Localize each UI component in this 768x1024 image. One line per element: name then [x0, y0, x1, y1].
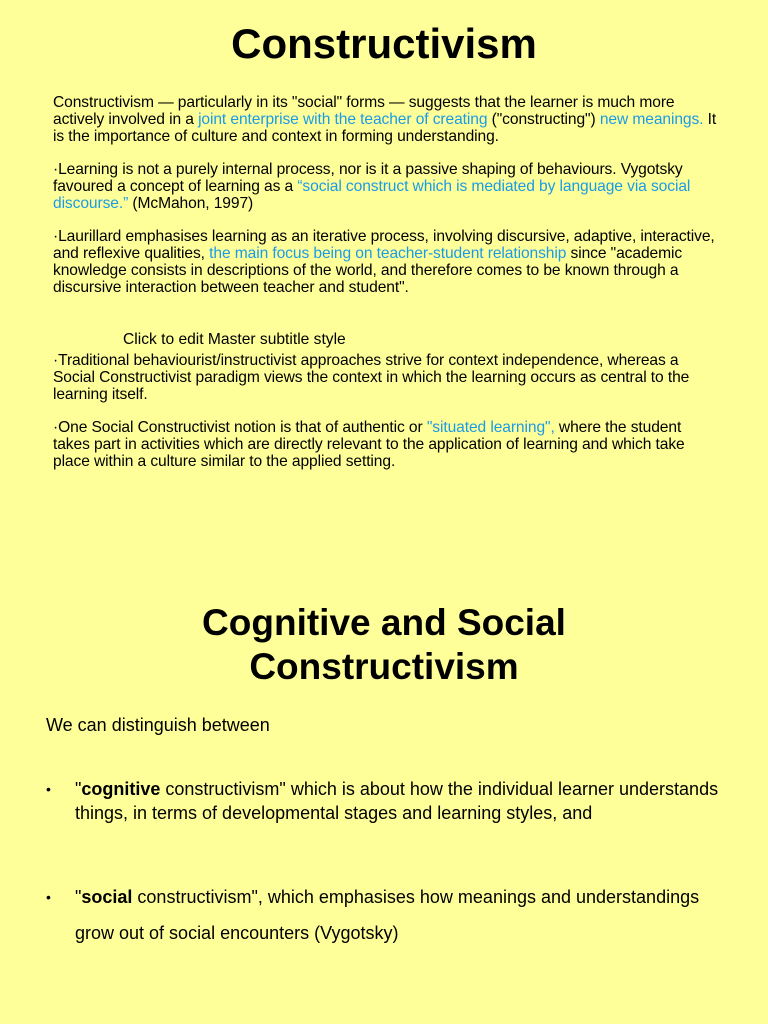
bold-term: cognitive: [81, 779, 161, 799]
bullet-dot: •: [46, 889, 51, 905]
text-run: ": [75, 887, 82, 907]
paragraph-situated: [53, 419, 718, 470]
slide-body-lower: [53, 352, 718, 486]
text-run: ": [75, 779, 82, 799]
text-run: Constructivism — particularly in its "social" forms — suggests that the learner is much more actively involved in a: [53, 94, 675, 128]
highlight-new-meanings: new meanings.: [599, 111, 704, 128]
title-line: Cognitive and Social: [202, 602, 566, 643]
title-line: Constructivism: [249, 646, 519, 687]
bullet-dot: •: [46, 781, 51, 797]
bullet-text: [75, 879, 735, 951]
highlight-social-construct: “social construct which is mediated by language via social discourse.”: [53, 178, 691, 212]
text-run: ·One Social Constructivist notion is that of authentic or: [53, 419, 427, 436]
text-run: ·Laurillard emphasises learning as an iterative process, involving discursive, adaptive, interactive, and reflexive qualities,: [53, 228, 715, 262]
subtitle-placeholder[interactable]: Click to edit Master subtitle style: [123, 331, 346, 348]
text-run: (McMahon, 1997): [128, 195, 254, 212]
slide-title: Constructivism: [231, 20, 537, 67]
paragraph-vygotsky: [53, 161, 718, 212]
paragraph-intro: [53, 94, 718, 145]
text-run: constructivism" which is about how the individual learner understands things, in terms of developmental stages and learning styles, and: [75, 779, 719, 823]
paragraph-behaviourist: ·Traditional behaviourist/instructivist approaches strive for context independence, whereas a Social Constructivist paradigm views the context in which the learning occurs as central to the learning itself.: [53, 352, 690, 403]
bold-term: social: [81, 887, 133, 907]
highlight-situated-learning: "situated learning",: [426, 419, 555, 436]
highlight-joint-enterprise: joint enterprise with the teacher of creating: [198, 111, 488, 128]
text-run: since "academic knowledge consists in descriptions of the world, and therefore comes to be known through a discursive interaction between teacher and student".: [53, 245, 683, 296]
bullet-text: [75, 777, 735, 825]
text-run: ·Learning is not a purely internal process, nor is it a passive shaping of behaviours. Vygotsky favoured a concept of learning as a: [53, 161, 683, 195]
slide-cognitive-social: [0, 512, 768, 1024]
text-run: ("constructing"): [487, 111, 600, 128]
highlight-teacher-student: the main focus being on teacher-student relationship: [209, 245, 567, 262]
text-run: where the student takes part in activities which are directly relevant to the application of learning and which take place within a culture similar to the applied setting.: [53, 419, 685, 470]
slide-body-upper: [53, 94, 718, 296]
intro-text: We can distinguish between: [46, 715, 270, 735]
text-run: constructivism", which emphasises how meanings and understandings grow out of social encounters (Vygotsky): [75, 887, 700, 943]
slide-title: [0, 601, 768, 689]
text-run: It is the importance of culture and context in forming understanding.: [53, 111, 717, 145]
paragraph-laurillard: [53, 228, 718, 296]
